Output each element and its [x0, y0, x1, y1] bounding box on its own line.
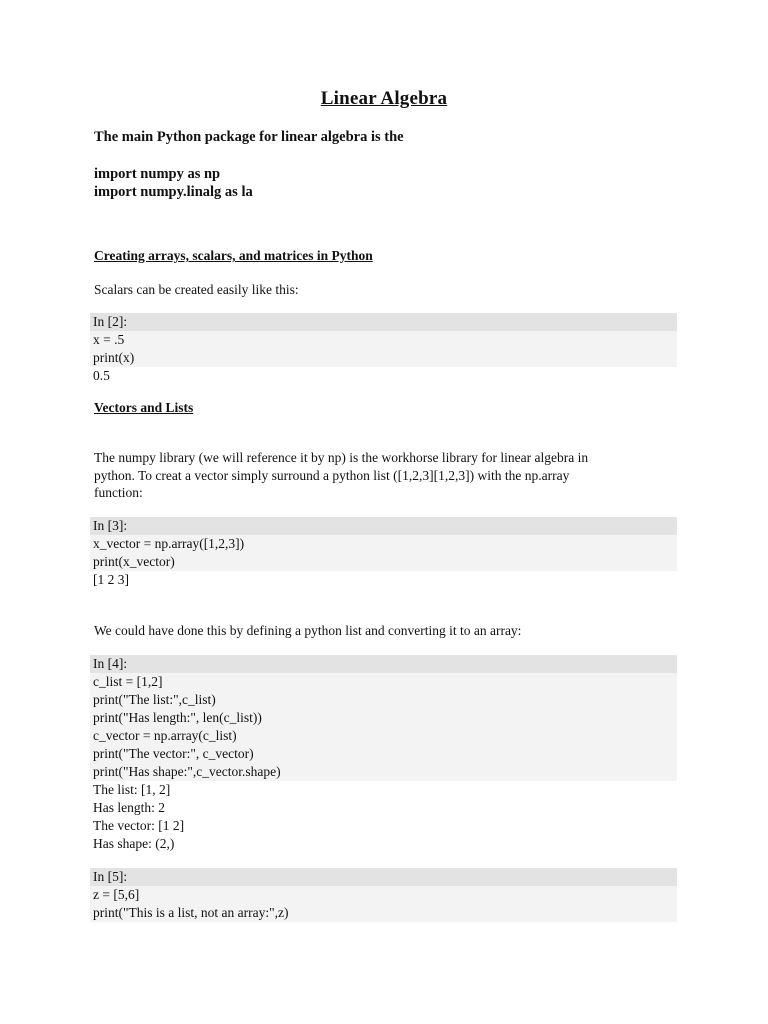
- section-heading-vectors: Vectors and Lists: [94, 400, 194, 415]
- code-line: z = [5,6]: [90, 886, 677, 904]
- output-line: Has shape: (2,): [90, 835, 677, 853]
- paragraph-scalars: Scalars can be created easily like this:: [94, 282, 299, 297]
- code-line: x_vector = np.array([1,2,3]): [90, 535, 677, 553]
- paragraph-list-convert: We could have done this by defining a python list and converting it to an array:: [94, 623, 522, 638]
- code-cell-3: [90, 517, 677, 589]
- paragraph-line: python. To creat a vector simply surround a python list ([1,2,3][1,2,3]) with the np.array: [94, 467, 570, 483]
- code-line: print("The vector:", c_vector): [90, 745, 677, 763]
- code-line: c_vector = np.array(c_list): [90, 727, 677, 745]
- output-line: 0.5: [90, 367, 677, 385]
- code-line: x = .5: [90, 331, 677, 349]
- code-cell-2: [90, 313, 677, 385]
- cell-prompt: In [5]:: [90, 868, 677, 886]
- cell-prompt: In [3]:: [90, 517, 677, 535]
- cell-prompt: In [2]:: [90, 313, 677, 331]
- code-line: print(x_vector): [90, 553, 677, 571]
- code-cell-4: [90, 655, 677, 853]
- import-line-2: import numpy.linalg as la: [94, 184, 253, 200]
- output-line: [1 2 3]: [90, 571, 677, 589]
- code-line: print(x): [90, 349, 677, 367]
- output-line: The list: [1, 2]: [90, 781, 677, 799]
- code-line: c_list = [1,2]: [90, 673, 677, 691]
- import-line-1: import numpy as np: [94, 166, 221, 182]
- code-cell-5: [90, 868, 677, 922]
- code-line: print("This is a list, not an array:",z): [90, 904, 677, 922]
- page-title: Linear Algebra: [320, 88, 448, 109]
- paragraph-line: The numpy library (we will reference it by np) is the workhorse library for linear algebra in: [94, 450, 589, 465]
- intro-line: The main Python package for linear algebra is the: [94, 129, 404, 145]
- output-line: The vector: [1 2]: [90, 817, 677, 835]
- paragraph-numpy: [94, 449, 684, 502]
- output-line: Has length: 2: [90, 799, 677, 817]
- code-line: print("Has shape:",c_vector.shape): [90, 763, 677, 781]
- code-line: print("Has length:", len(c_list)): [90, 709, 677, 727]
- section-heading-arrays: Creating arrays, scalars, and matrices in Python: [94, 248, 373, 263]
- cell-prompt: In [4]:: [90, 655, 677, 673]
- paragraph-line: function:: [94, 485, 143, 500]
- code-line: print("The list:",c_list): [90, 691, 677, 709]
